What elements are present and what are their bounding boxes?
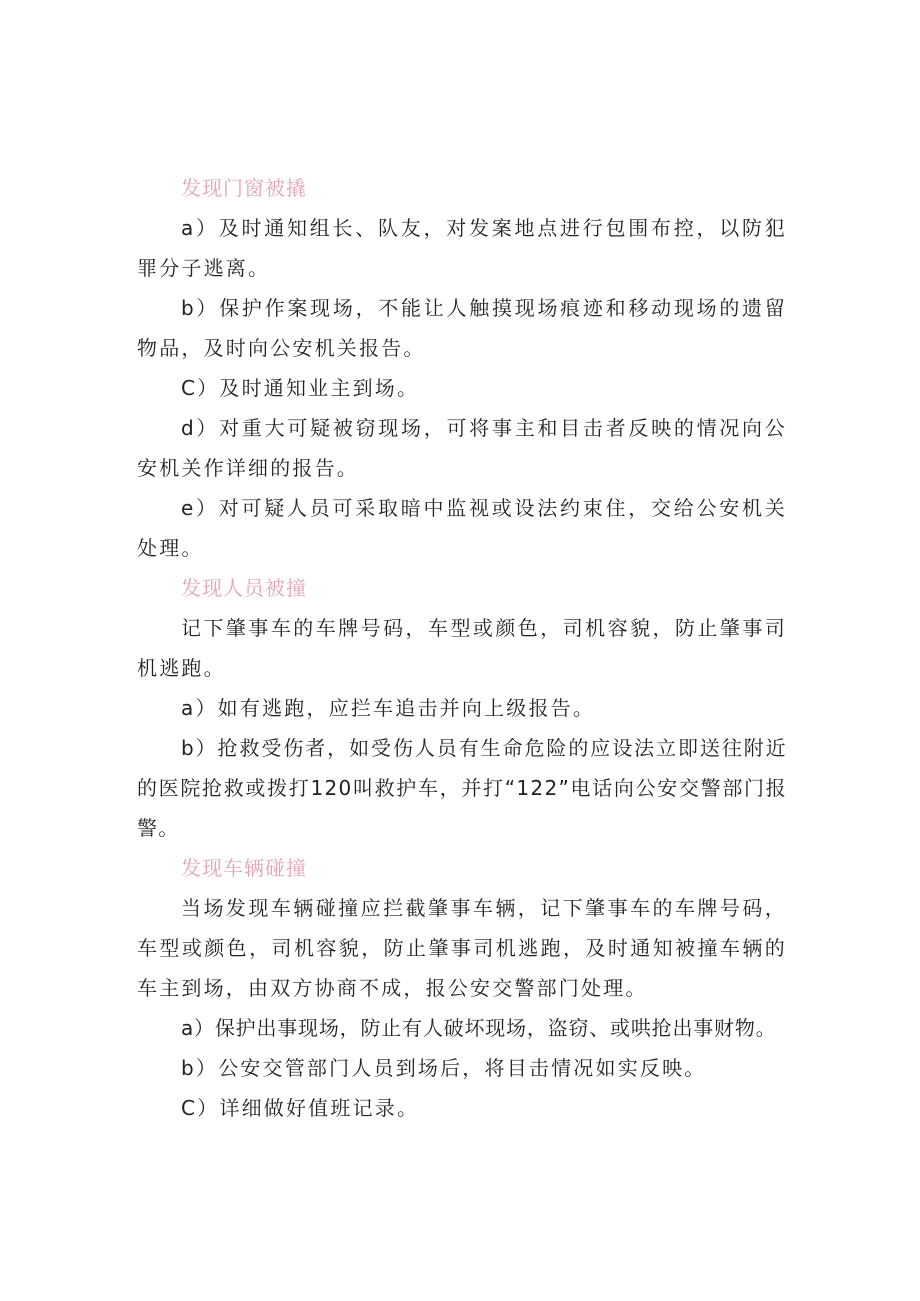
paragraph: d）对重大可疑被窃现场，可将事主和目击者反映的情况向公安机关作详细的报告。 (137, 416, 787, 480)
paragraph: b）保护作案现场，不能让人触摸现场痕迹和移动现场的遗留物品，及时向公安机关报告。 (137, 296, 787, 360)
paragraph: b）公安交管部门人员到场后，将目击情况如实反映。 (181, 1056, 707, 1080)
section-person-hit (137, 568, 787, 848)
section-vehicle-collision (137, 848, 787, 1128)
document-page (137, 168, 787, 1128)
paragraph: b）抢救受伤者，如受伤人员有生命危险的应设法立即送往附近的医院抢救或拨打120叫救护车，并打“122”电话向公安交警部门报警。 (137, 736, 787, 840)
paragraph: 当场发现车辆碰撞应拦截肇事车辆，记下肇事车的车牌号码，车型或颜色，司机容貌，防止肇事司机逃跑，及时通知被撞车辆的车主到场，由双方协商不成，报公安交警部门处理。 (137, 896, 787, 1000)
section-door-window-pried (137, 168, 787, 568)
paragraph: a）及时通知组长、队友，对发案地点进行包围布控，以防犯罪分子逃离。 (137, 216, 787, 280)
section-heading: 发现门窗被撬 (181, 176, 307, 200)
section-heading: 发现人员被撞 (181, 576, 307, 600)
paragraph: 记下肇事车的车牌号码，车型或颜色，司机容貌，防止肇事司机逃跑。 (137, 616, 787, 680)
section-heading: 发现车辆碰撞 (181, 856, 307, 880)
paragraph: C）及时通知业主到场。 (181, 376, 420, 400)
paragraph: C）详细做好值班记录。 (181, 1096, 420, 1120)
paragraph: a）如有逃跑，应拦车追击并向上级报告。 (181, 696, 596, 720)
paragraph: e）对可疑人员可采取暗中监视或设法约束住，交给公安机关处理。 (137, 496, 787, 560)
paragraph: a）保护出事现场，防止有人破坏现场，盗窃、或哄抢出事财物。 (181, 1016, 777, 1040)
